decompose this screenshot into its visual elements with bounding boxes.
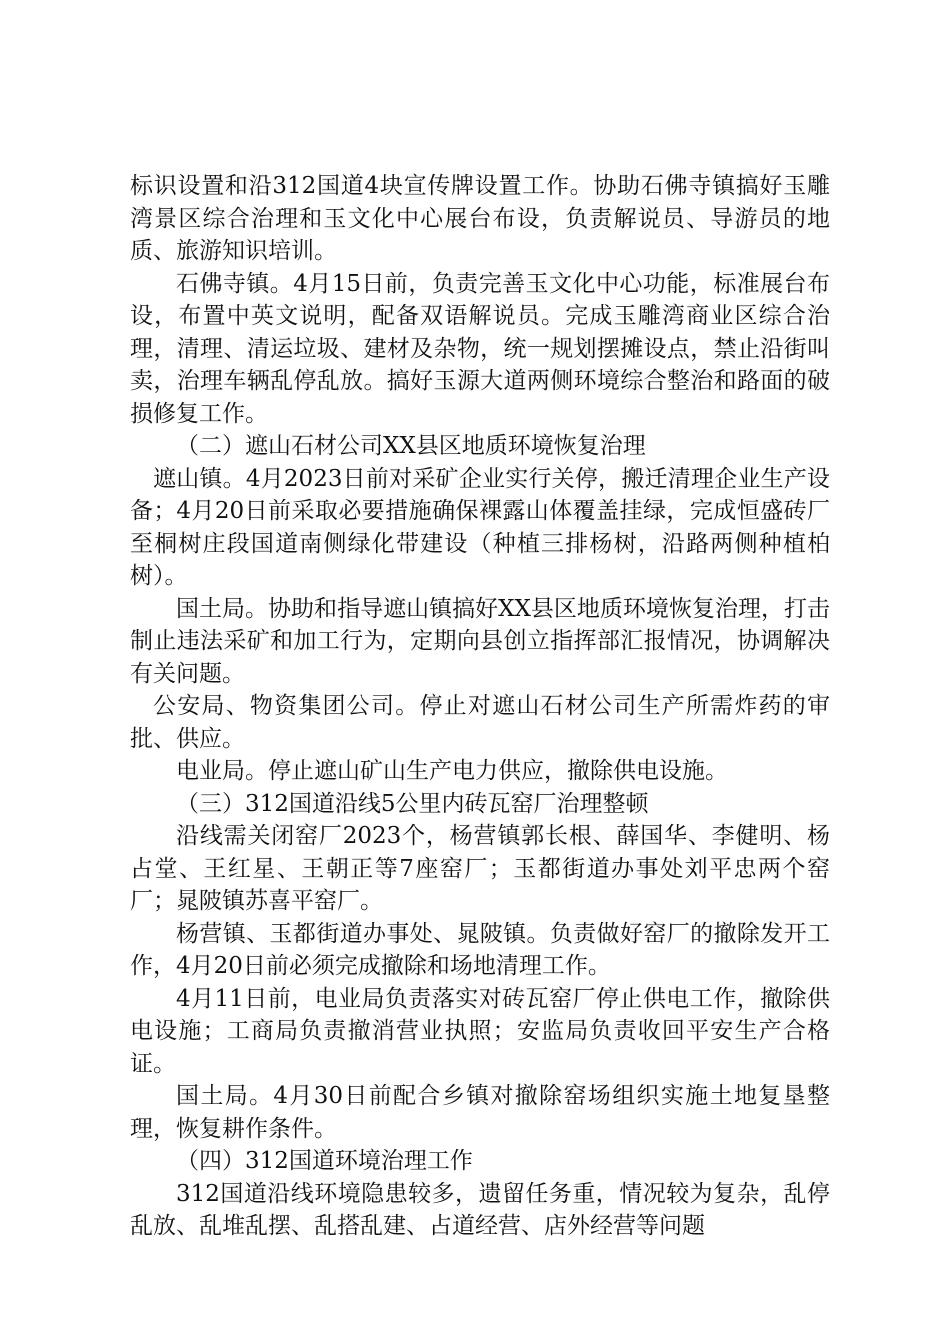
section-heading-4: （四）312国道环境治理工作 <box>176 1148 473 1174</box>
paragraph-power-bureau: 电业局。停止遮山矿山生产电力供应，撤除供电设施。 <box>176 758 728 784</box>
document-body <box>130 170 830 1243</box>
paragraph-highway-issues: 312国道沿线环境隐患较多，遗留任务重，情况较为复杂，乱停乱放、乱堆乱摆、乱搭乱建、占道经营、店外经营等问题 <box>130 1180 830 1239</box>
section-heading-2: （二）遮山石材公司XX县区地质环境恢复治理 <box>176 433 646 459</box>
paragraph-police-bureau: 公安局、物资集团公司。停止对遮山石材公司生产所需炸药的审批、供应。 <box>130 693 830 752</box>
paragraph-land-bureau-1: 国土局。协助和指导遮山镇搞好XX县区地质环境恢复治理，打击制止违法采矿和加工行为，定期向县创立指挥部汇报情况，协调解决有关问题。 <box>130 595 830 687</box>
paragraph-zheshan-town: 遮山镇。4月2023日前对采矿企业实行关停，搬迁清理企业生产设备；4月20日前采取必要措施确保裸露山体覆盖挂绿，完成恒盛砖厂至桐树庄段国道南侧绿化带建设（种植三排杨树，沿路两侧种植柏树）。 <box>130 465 830 589</box>
paragraph-continuation: 标识设置和沿312国道4块宣传牌设置工作。协助石佛寺镇搞好玉雕湾景区综合治理和玉文化中心展台布设，负责解说员、导游员的地质、旅游知识培训。 <box>130 173 830 264</box>
paragraph-kiln-demolition: 杨营镇、玉都街道办事处、晁陂镇。负责做好窑厂的撤除发开工作，4月20日前必须完成撤除和场地清理工作。 <box>130 920 830 979</box>
section-heading-3: （三）312国道沿线5公里内砖瓦窑厂治理整顿 <box>176 790 649 817</box>
paragraph-kilns-list: 沿线需关闭窑厂2023个，杨营镇郭长根、薛国华、李健明、杨占堂、王红星、王朝正等7座窑厂；玉都街道办事处刘平忠两个窑厂；晁陂镇苏喜平窑厂。 <box>130 823 830 914</box>
paragraph-land-bureau-2: 国土局。4月30日前配合乡镇对撤除窑场组织实施土地复垦整理，恢复耕作条件。 <box>130 1083 830 1142</box>
paragraph-shifosi-town: 石佛寺镇。4月15日前，负责完善玉文化中心功能，标准展台布设，布置中英文说明，配备双语解说员。完成玉雕湾商业区综合治理，清理、清运垃圾、建材及杂物，统一规划摆摊设点，禁止沿街叫卖，治理车辆乱停乱放。搞好玉源大道两侧环境综合整治和路面的破损修复工作。 <box>130 270 830 427</box>
paragraph-power-cutoff: 4月11日前，电业局负责落实对砖瓦窑厂停止供电工作，撤除供电设施；工商局负责撤消营业执照；安监局负责收回平安生产合格证。 <box>130 985 830 1077</box>
